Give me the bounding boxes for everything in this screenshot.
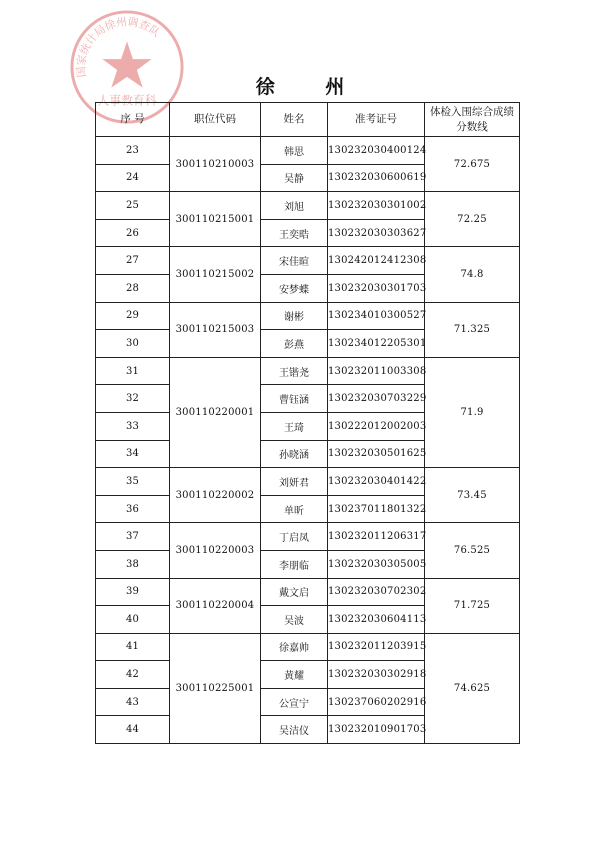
cell-seq: 23: [96, 137, 170, 165]
cell-seq: 39: [96, 578, 170, 606]
cell-name: 公宣宁: [261, 688, 328, 716]
cell-name: 安梦蝶: [261, 274, 328, 302]
cell-name: 王锴尧: [261, 357, 328, 385]
cell-score-line: 72.675: [425, 137, 520, 192]
cell-name: 刘妍君: [261, 468, 328, 496]
candidate-table: [95, 102, 520, 744]
cell-score-line: 72.25: [425, 192, 520, 247]
cell-seq: 33: [96, 412, 170, 440]
cell-name: 谢彬: [261, 302, 328, 330]
cell-position-code: 300110215002: [170, 247, 261, 302]
cell-exam-no: 130242012412308: [328, 247, 425, 275]
table-row: [96, 357, 520, 385]
table-row: [96, 247, 520, 275]
cell-seq: 44: [96, 716, 170, 744]
cell-seq: 43: [96, 688, 170, 716]
cell-name: 王琦: [261, 412, 328, 440]
cell-seq: 41: [96, 633, 170, 661]
cell-exam-no: 130234012205301: [328, 330, 425, 358]
header-name: 姓名: [261, 103, 328, 137]
cell-exam-no: 130232030301703: [328, 274, 425, 302]
table-row: [96, 468, 520, 496]
cell-exam-no: 130234010300527: [328, 302, 425, 330]
cell-seq: 26: [96, 219, 170, 247]
cell-position-code: 300110210003: [170, 137, 261, 192]
cell-position-code: 300110215003: [170, 302, 261, 357]
cell-score-line: 71.9: [425, 357, 520, 467]
cell-exam-no: 130232030501625: [328, 440, 425, 468]
cell-exam-no: 130232030305005: [328, 550, 425, 578]
cell-score-line: 73.45: [425, 468, 520, 523]
table-body: [96, 137, 520, 744]
cell-exam-no: 130237060202916: [328, 688, 425, 716]
cell-seq: 42: [96, 661, 170, 689]
cell-exam-no: 130232030702302: [328, 578, 425, 606]
stamp-arc-text: 国家统计局徐州调查队: [74, 15, 163, 78]
cell-position-code: 300110215001: [170, 192, 261, 247]
table-row: [96, 137, 520, 165]
cell-name: 吴静: [261, 164, 328, 192]
cell-name: 彭燕: [261, 330, 328, 358]
cell-position-code: 300110220004: [170, 578, 261, 633]
cell-exam-no: 130232030301002: [328, 192, 425, 220]
cell-exam-no: 130222012002003: [328, 412, 425, 440]
cell-position-code: 300110220003: [170, 523, 261, 578]
table-row: [96, 578, 520, 606]
cell-exam-no: 130232030303627: [328, 219, 425, 247]
cell-exam-no: 130232030604113: [328, 606, 425, 634]
cell-name: 韩思: [261, 137, 328, 165]
cell-score-line: 71.325: [425, 302, 520, 357]
cell-name: 徐嘉帅: [261, 633, 328, 661]
header-seq: 序 号: [96, 103, 170, 137]
cell-name: 宋佳暄: [261, 247, 328, 275]
cell-name: 黄耀: [261, 661, 328, 689]
cell-name: 戴文启: [261, 578, 328, 606]
table-row: [96, 192, 520, 220]
table-row: [96, 523, 520, 551]
cell-score-line: 74.8: [425, 247, 520, 302]
cell-seq: 31: [96, 357, 170, 385]
table-row: [96, 302, 520, 330]
cell-exam-no: 130232030703229: [328, 385, 425, 413]
cell-score-line: 71.725: [425, 578, 520, 633]
cell-exam-no: 130237011801322: [328, 495, 425, 523]
cell-name: 吴洁仪: [261, 716, 328, 744]
cell-name: 王奕晧: [261, 219, 328, 247]
cell-exam-no: 130232011203915: [328, 633, 425, 661]
cell-exam-no: 130232030302918: [328, 661, 425, 689]
cell-seq: 37: [96, 523, 170, 551]
cell-name: 丁启凤: [261, 523, 328, 551]
page-title: 徐 州: [255, 76, 367, 98]
cell-seq: 28: [96, 274, 170, 302]
cell-position-code: 300110220001: [170, 357, 261, 467]
cell-seq: 32: [96, 385, 170, 413]
cell-name: 吴波: [261, 606, 328, 634]
cell-seq: 38: [96, 550, 170, 578]
cell-position-code: 300110225001: [170, 633, 261, 743]
table-header-row: [96, 103, 520, 137]
header-position-code: 职位代码: [170, 103, 261, 137]
cell-seq: 40: [96, 606, 170, 634]
cell-seq: 34: [96, 440, 170, 468]
cell-seq: 29: [96, 302, 170, 330]
cell-name: 刘旭: [261, 192, 328, 220]
cell-exam-no: 130232011206317: [328, 523, 425, 551]
cell-name: 李朋临: [261, 550, 328, 578]
cell-score-line: 76.525: [425, 523, 520, 578]
cell-name: 孙晓涵: [261, 440, 328, 468]
cell-exam-no: 130232030400124: [328, 137, 425, 165]
cell-seq: 30: [96, 330, 170, 358]
cell-score-line: 74.625: [425, 633, 520, 743]
cell-seq: 27: [96, 247, 170, 275]
cell-name: 曹钰涵: [261, 385, 328, 413]
cell-position-code: 300110220002: [170, 468, 261, 523]
cell-name: 单昕: [261, 495, 328, 523]
cell-seq: 35: [96, 468, 170, 496]
stamp-bottom-text: 人事教育科: [97, 93, 157, 108]
cell-seq: 36: [96, 495, 170, 523]
header-exam-no: 准考证号: [328, 103, 425, 137]
cell-exam-no: 130232011003308: [328, 357, 425, 385]
cell-seq: 25: [96, 192, 170, 220]
cell-exam-no: 130232010901703: [328, 716, 425, 744]
header-score-line: 体检入围综合成绩分数线: [425, 103, 520, 137]
cell-exam-no: 130232030401422: [328, 468, 425, 496]
table-row: [96, 633, 520, 661]
cell-seq: 24: [96, 164, 170, 192]
cell-exam-no: 130232030600619: [328, 164, 425, 192]
